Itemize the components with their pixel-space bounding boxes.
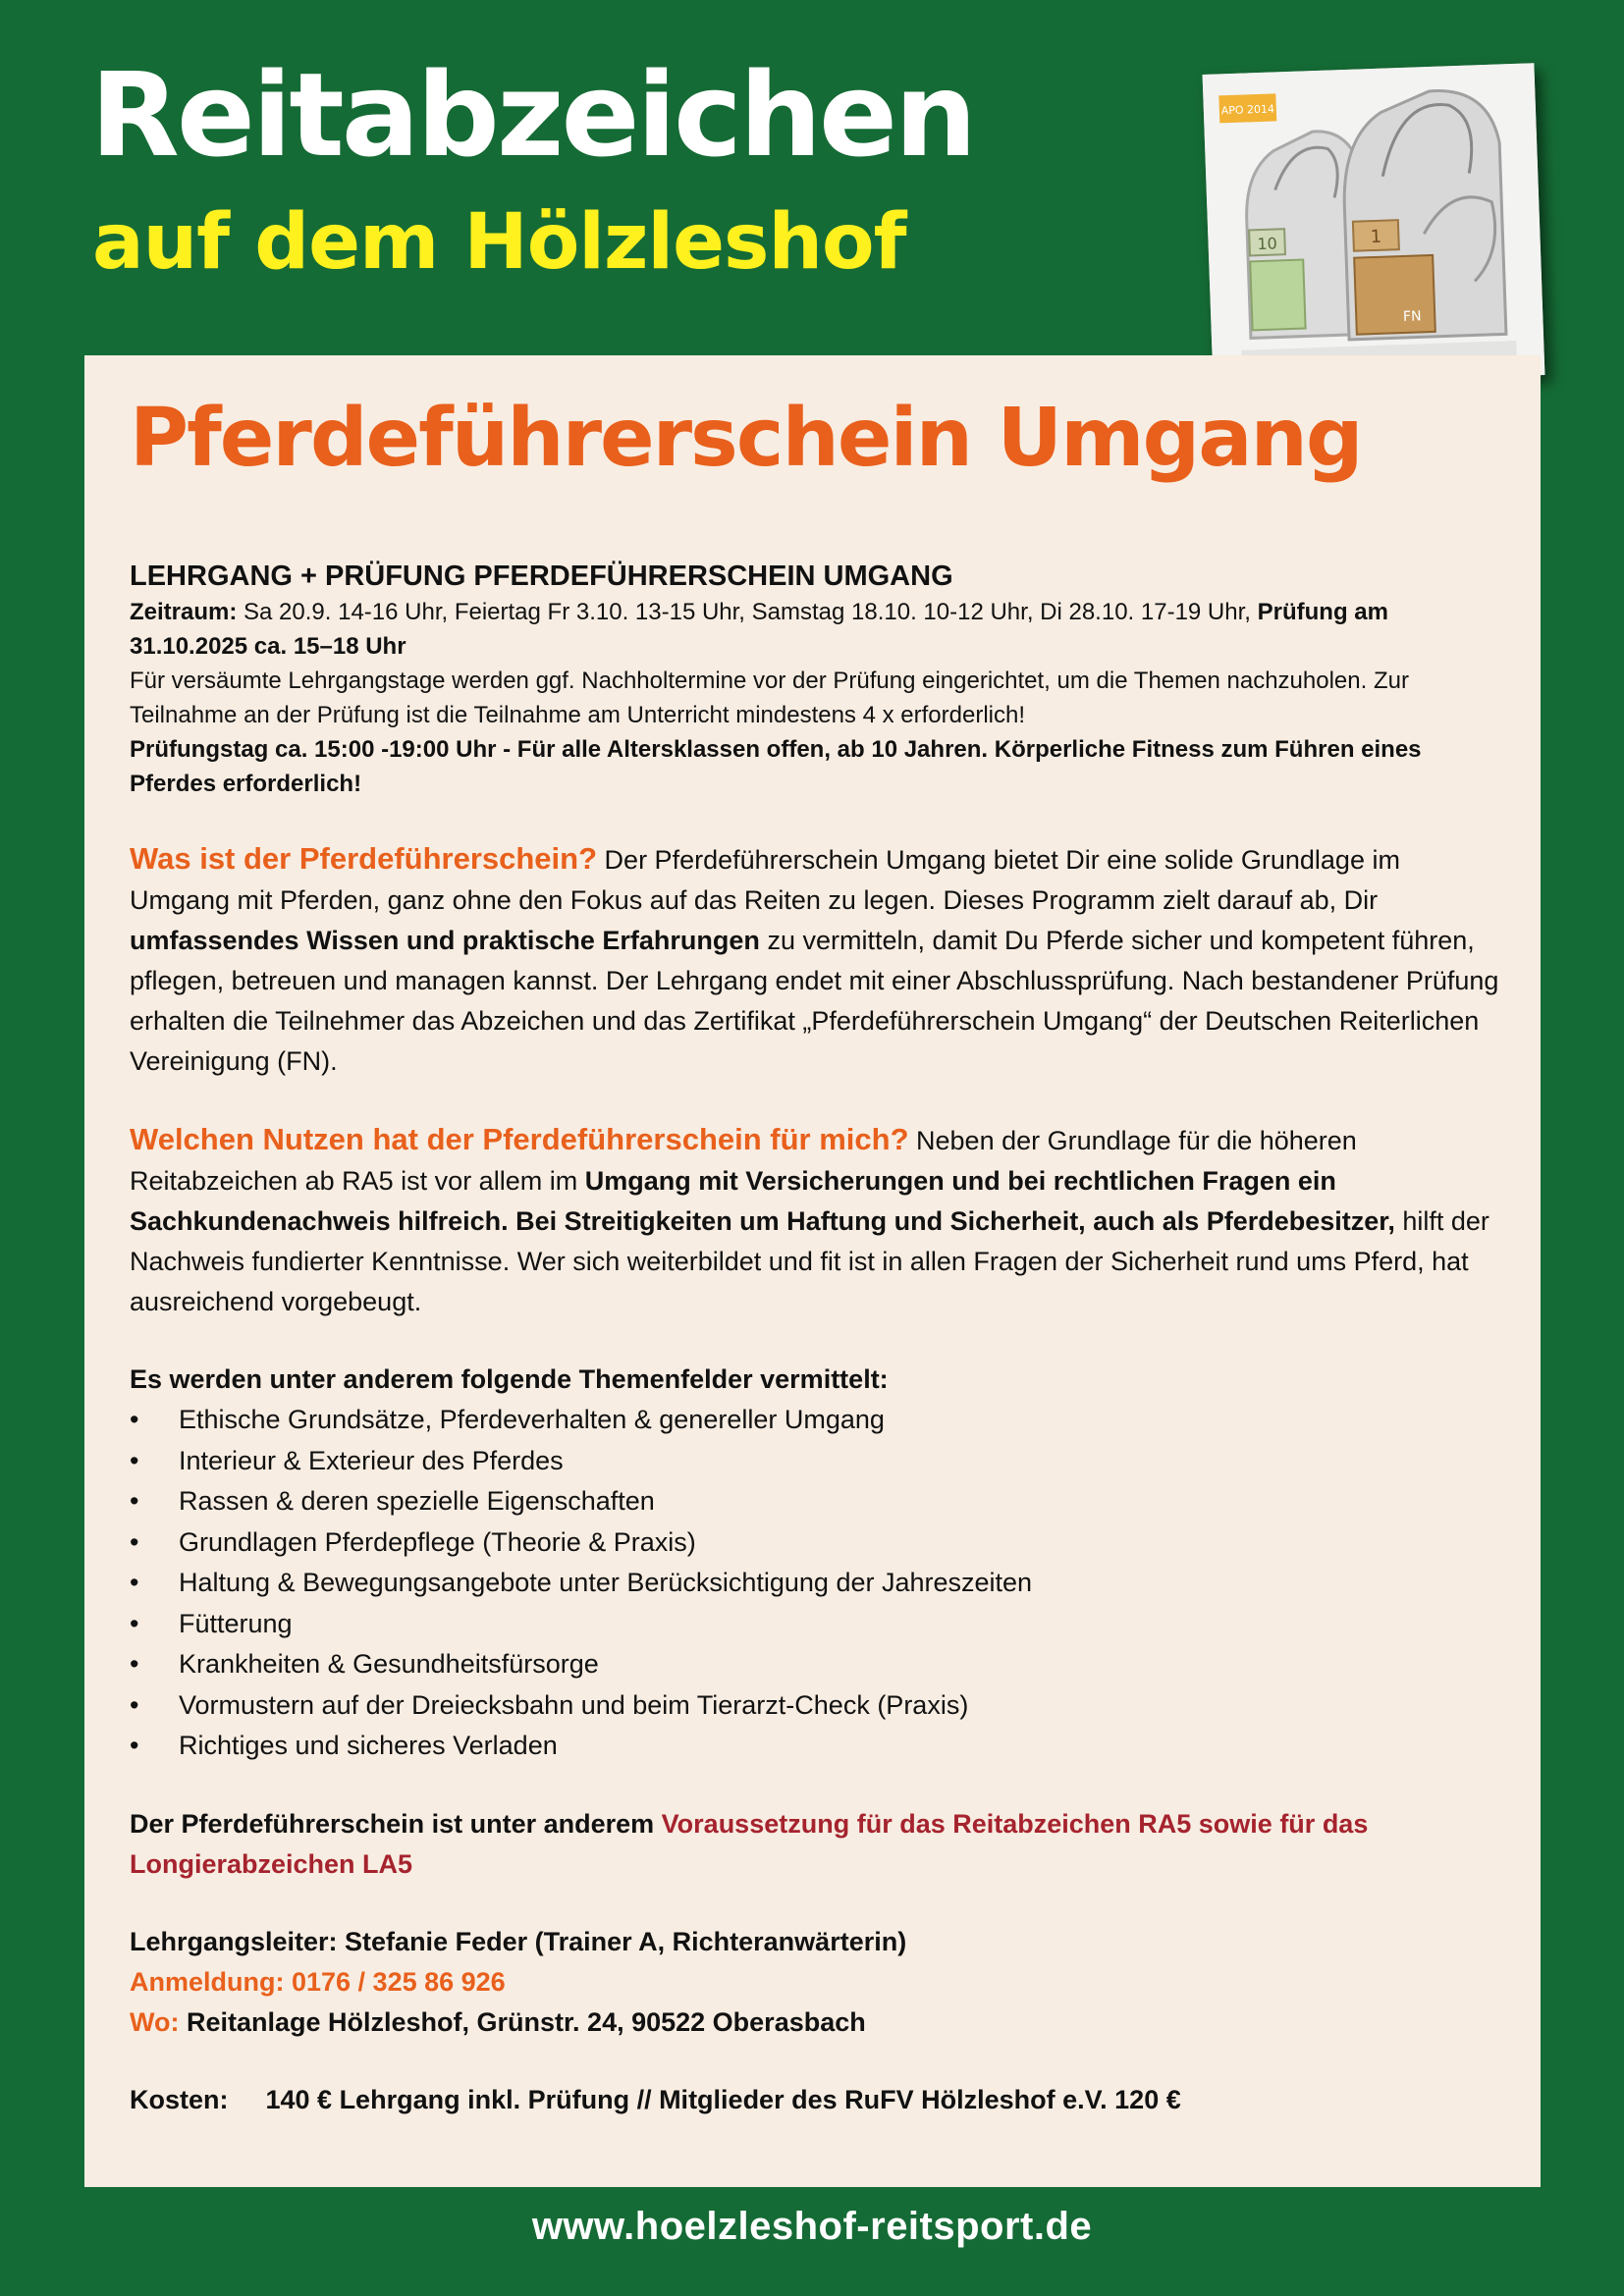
apo-tag-text: APO 2014 <box>1220 102 1275 118</box>
topic-item: • Fütterung <box>130 1604 1504 1645</box>
what-is-section <box>130 838 1504 1082</box>
topics-heading: Es werden unter anderem folgende Themenfelder vermittelt: <box>130 1364 889 1394</box>
costs-text: 140 € Lehrgang inkl. Prüfung // Mitglieder des RuFV Hölzleshof e.V. 120 € <box>265 2084 1181 2114</box>
svg-text:FN: FN <box>1402 308 1422 326</box>
location <box>130 2002 1504 2043</box>
topic-item: • Haltung & Bewegungsangebote unter Berücksichtigung der Jahreszeiten <box>130 1563 1504 1604</box>
badge-photo <box>1203 63 1545 387</box>
topic-item: • Interieur & Exterieur des Pferdes <box>130 1441 1504 1482</box>
topic-item: • Krankheiten & Gesundheitsfürsorge <box>130 1644 1504 1685</box>
badge-illustration <box>1203 63 1545 387</box>
course-period <box>130 595 1504 664</box>
svg-text:1: 1 <box>1370 226 1382 248</box>
what-is-text-bold: umfassendes Wissen und praktische Erfahrungen <box>130 926 760 955</box>
svg-text:10: 10 <box>1257 234 1278 254</box>
location-text: Reitanlage Hölzleshof, Grünstr. 24, 90522 Oberasbach <box>179 2006 866 2037</box>
prerequisite <box>130 1804 1504 1885</box>
signup-phone[interactable]: Anmeldung: 0176 / 325 86 926 <box>130 1966 506 1997</box>
costs-label: Kosten: <box>130 2084 229 2114</box>
period-text: Sa 20.9. 14-16 Uhr, Feiertag Fr 3.10. 13-15 Uhr, Samstag 18.10. 10-12 Uhr, Di 28.10. 17-19 Uhr, <box>237 599 1258 625</box>
topic-item: • Richtiges und sicheres Verladen <box>130 1726 1504 1767</box>
what-is-text-2: zu vermitteln, damit Du Pferde sicher und kompetent führen, pflegen, betreuen und managen kannst. Der Lehrgang endet mit einer Abschlussprüfung. Nach bestandener Prüfung erhalten die Teilnehmer das Abzeichen und das Zertifikat „Pferdeführerschein Umgang“ der Deutschen Reiterlichen Vereinigung (FN). <box>130 926 1499 1076</box>
topic-item: • Rassen & deren spezielle Eigenschaften <box>130 1481 1504 1522</box>
main-title: Pferdeführerschein Umgang <box>130 392 1362 485</box>
period-label: Zeitraum: <box>130 599 238 625</box>
topic-item: • Vormustern auf der Dreiecksbahn und beim Tierarzt-Check (Praxis) <box>130 1685 1504 1727</box>
costs <box>130 2080 1504 2120</box>
benefit-text-1: Neben der Grundlage für die höheren Reitabzeichen ab RA5 ist vor allem im <box>130 1126 1357 1196</box>
header-title: Reitabzeichen <box>90 47 974 183</box>
what-is-text-1: Der Pferdeführerschein Umgang bietet Dir eine solide Grundlage im Umgang mit Pferden, ganz ohne den Fokus auf das Reiten zu legen. Dieses Programm zielt darauf ab, Dir <box>130 845 1400 915</box>
prerequisite-highlight: Voraussetzung für das Reitabzeichen RA5 sowie für das Longierabzeichen LA5 <box>130 1808 1369 1879</box>
exam-date: Prüfung am 31.10.2025 ca. 15–18 Uhr <box>130 599 1388 660</box>
course-heading: LEHRGANG + PRÜFUNG PFERDEFÜHRERSCHEIN UMGANG <box>130 561 953 592</box>
benefit-section <box>130 1119 1504 1322</box>
benefit-heading: Welchen Nutzen hat der Pferdeführerschein für mich? <box>130 1122 909 1156</box>
topic-item: • Ethische Grundsätze, Pferdeverhalten & genereller Umgang <box>130 1400 1504 1441</box>
makeup-note: Für versäumte Lehrgangstage werden ggf. Nachholtermine vor der Prüfung eingerichtet, um die Themen nachzuholen. Zur Teilnahme an der Prüfung ist die Teilnahme am Unterricht mindestens 4 x erforderlich! <box>130 667 1409 728</box>
benefit-text-2: hilft der Nachweis fundierter Kenntnisse. Wer sich weiterbildet und fit ist in allen Fragen der Sicherheit rund ums Pferd, hat ausreichend vorgebeugt. <box>130 1206 1489 1316</box>
location-label: Wo: <box>130 2006 180 2037</box>
prerequisite-text: Der Pferdeführerschein ist unter anderem <box>130 1808 662 1839</box>
exam-note: Prüfungstag ca. 15:00 -19:00 Uhr - Für alle Altersklassen offen, ab 10 Jahren. Körperliche Fitness zum Führen eines Pferdes erforderlich! <box>130 736 1422 797</box>
topics-list <box>130 1400 1504 1767</box>
content-panel <box>84 355 1541 2187</box>
website-link[interactable]: www.hoelzleshof-reitsport.de <box>531 2205 1093 2248</box>
topic-item: • Grundlagen Pferdepflege (Theorie & Praxis) <box>130 1522 1504 1564</box>
course-leader: Lehrgangsleiter: Stefanie Feder (Trainer A, Richteranwärterin) <box>130 1926 907 1956</box>
header-subtitle: auf dem Hölzleshof <box>92 198 906 287</box>
badge-level-1 <box>1340 88 1506 340</box>
benefit-text-bold: Umgang mit Versicherungen und bei rechtlichen Fragen ein Sachkundenachweis hilfreich. Bei Streitigkeiten um Haftung und Sicherheit, auch als Pferdebesitzer, <box>130 1166 1395 1236</box>
what-is-heading: Was ist der Pferdeführerschein? <box>130 841 598 876</box>
content-body <box>130 558 1504 2120</box>
